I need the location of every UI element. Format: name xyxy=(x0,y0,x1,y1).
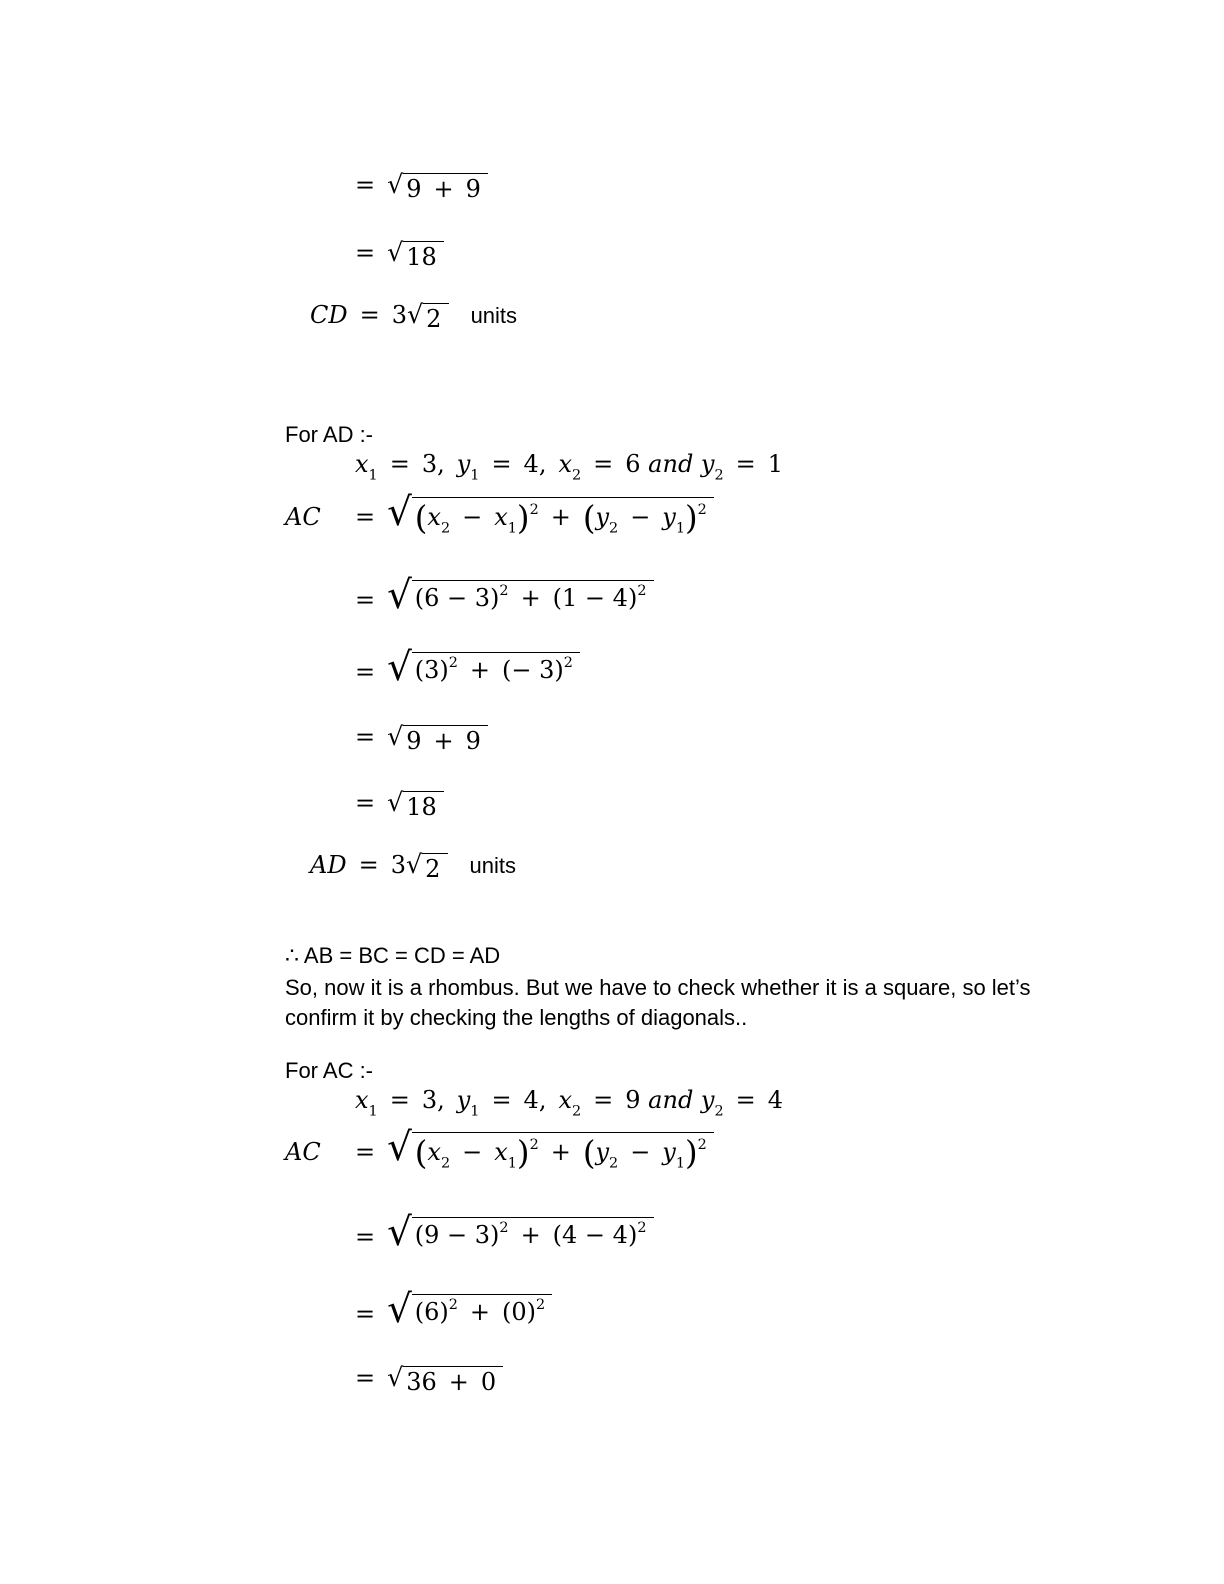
formula-label: AC xyxy=(285,1138,321,1166)
radicand xyxy=(412,580,654,611)
radical xyxy=(387,1287,552,1332)
math-token: 2 xyxy=(448,654,458,671)
math-token: = 3, xyxy=(377,450,457,478)
math-token: 2 xyxy=(637,1219,647,1236)
math-token: x xyxy=(558,450,572,478)
math-token: 18 xyxy=(406,792,437,821)
radical xyxy=(387,238,444,270)
math-token: 2 xyxy=(440,1155,451,1172)
math-token: = xyxy=(355,1364,388,1392)
math-token: − xyxy=(450,1137,495,1166)
math-token: units xyxy=(447,853,517,878)
math-token: 2 xyxy=(529,501,539,518)
radical xyxy=(387,788,444,820)
ad-given-values xyxy=(355,450,783,483)
radical xyxy=(387,645,580,690)
for-ad-heading: For AD :- xyxy=(285,422,374,447)
math-token: 1 xyxy=(368,1103,378,1120)
ad-calc-step-2 xyxy=(355,645,580,690)
math-token: = 1 xyxy=(723,450,784,478)
math-token: x xyxy=(558,1086,572,1114)
cd-result-line xyxy=(310,300,517,332)
math-token: 1 xyxy=(507,1155,517,1172)
math-token: = 3, xyxy=(377,1086,457,1114)
radical xyxy=(387,573,654,618)
math-token: 2 xyxy=(499,582,509,599)
math-token: 9 + 9 xyxy=(406,174,481,203)
math-token: + xyxy=(538,502,583,531)
math-token: − xyxy=(618,1137,663,1166)
math-token: 2 xyxy=(714,1103,724,1120)
math-token: (6 − 3) xyxy=(414,584,500,612)
math-token: = xyxy=(355,723,388,751)
ad-calc-step-1 xyxy=(355,573,654,618)
ac-given-values xyxy=(355,1086,783,1119)
ad-calc-step-3 xyxy=(355,722,488,754)
math-token: y xyxy=(456,450,471,478)
math-token: y xyxy=(456,1086,471,1114)
math-token: = xyxy=(355,503,388,531)
math-token: x xyxy=(355,450,369,478)
radical-sign-icon: √ xyxy=(387,1287,412,1332)
radical xyxy=(387,722,488,754)
radical-sign-icon: √ xyxy=(387,1125,412,1170)
math-token: 2 xyxy=(448,1296,458,1313)
radical-sign-icon: √ xyxy=(387,237,404,267)
radical-sign-icon: √ xyxy=(387,1210,412,1255)
math-token: ) xyxy=(516,498,530,537)
radical-sign-icon: √ xyxy=(387,787,404,817)
math-token: and y xyxy=(648,1086,715,1114)
ac-calc-step-3 xyxy=(355,1363,503,1395)
math-token: 2 xyxy=(697,1136,707,1153)
radical-sign-icon: √ xyxy=(387,645,412,690)
radical xyxy=(387,1125,714,1172)
radicand xyxy=(422,853,447,882)
radicand xyxy=(403,791,444,820)
math-token: ) xyxy=(685,498,698,537)
radical-sign-icon: √ xyxy=(387,169,404,199)
math-token: 2 xyxy=(529,1136,539,1153)
math-token: (9 − 3) xyxy=(414,1221,500,1249)
math-token: = 6 xyxy=(581,450,649,478)
math-token: (6) xyxy=(414,1298,449,1326)
ad-result-line xyxy=(310,850,516,882)
math-token: 2 xyxy=(609,1155,619,1172)
math-token: = xyxy=(355,789,388,817)
math-token: 9 + 9 xyxy=(406,726,481,755)
math-token: y xyxy=(595,502,610,531)
math-token: 36 + 0 xyxy=(406,1367,497,1396)
radicand xyxy=(412,1132,714,1171)
math-token: = xyxy=(355,1138,388,1166)
math-token: x xyxy=(494,502,508,531)
math-token: ( xyxy=(582,1133,596,1172)
radical-sign-icon: √ xyxy=(407,299,424,329)
radical-sign-icon: √ xyxy=(405,849,423,879)
math-token: CD xyxy=(310,301,348,329)
formula-expression xyxy=(355,490,714,537)
math-token: 2 xyxy=(572,467,582,484)
formula-label: AC xyxy=(285,503,321,531)
math-token: 2 xyxy=(426,304,442,333)
radical-sign-icon: √ xyxy=(387,721,404,751)
ad-formula-line xyxy=(285,490,714,537)
math-token: y xyxy=(662,502,676,531)
ac-formula-line xyxy=(285,1125,714,1172)
math-token: ( xyxy=(414,1133,428,1172)
radical xyxy=(387,1363,503,1395)
therefore-statement: ∴ AB = BC = CD = AD xyxy=(285,943,501,968)
math-token: = 3 xyxy=(346,851,406,879)
math-token: = xyxy=(355,658,388,686)
radicand xyxy=(412,1217,654,1248)
radical xyxy=(406,850,448,882)
math-token: = xyxy=(355,171,388,199)
math-token: and y xyxy=(648,450,715,478)
math-token: 2 xyxy=(425,854,441,883)
radical-sign-icon: √ xyxy=(387,573,412,618)
radical xyxy=(407,300,449,332)
math-token: ) xyxy=(516,1133,530,1172)
math-token: = xyxy=(355,239,388,267)
ac-calc-step-2 xyxy=(355,1287,552,1332)
math-token: + (− 3) xyxy=(457,656,564,684)
math-token: AD xyxy=(310,851,347,879)
math-token: 2 xyxy=(637,582,647,599)
math-token: + (0) xyxy=(457,1298,537,1326)
ad-calc-step-4 xyxy=(355,788,444,820)
math-token: 1 xyxy=(675,1155,686,1172)
math-token: 1 xyxy=(470,1103,480,1120)
math-token: − xyxy=(450,502,495,531)
math-token: ( xyxy=(582,498,596,537)
math-token: x xyxy=(494,1137,508,1166)
math-token: y xyxy=(595,1137,610,1166)
math-token: 2 xyxy=(609,520,619,537)
math-token: x xyxy=(427,1137,441,1166)
math-token: = xyxy=(355,586,388,614)
radical-sign-icon: √ xyxy=(387,490,412,535)
math-token: = xyxy=(355,1223,388,1251)
math-token: + (1 − 4) xyxy=(508,584,638,612)
math-token: + xyxy=(538,1137,583,1166)
radicand xyxy=(423,303,448,332)
math-token: + (4 − 4) xyxy=(508,1221,638,1249)
math-token: = 3 xyxy=(347,301,407,329)
math-token: − xyxy=(618,502,663,531)
math-token: 2 xyxy=(536,1296,546,1313)
math-token: = 4, xyxy=(479,1086,559,1114)
math-token: = 4 xyxy=(723,1086,784,1114)
radicand xyxy=(403,241,444,270)
radicand xyxy=(412,497,714,536)
math-token: = xyxy=(355,1300,388,1328)
math-token: (3) xyxy=(414,656,449,684)
math-token: 2 xyxy=(499,1219,509,1236)
math-token: y xyxy=(662,1137,676,1166)
formula-expression xyxy=(355,1125,714,1172)
math-token: ) xyxy=(685,1133,698,1172)
math-token: 2 xyxy=(714,467,724,484)
math-token: 2 xyxy=(563,654,573,671)
radical-sign-icon: √ xyxy=(387,1362,404,1392)
radicand xyxy=(412,652,580,683)
radicand xyxy=(403,1366,503,1395)
math-token: 2 xyxy=(440,520,451,537)
radical xyxy=(387,170,488,202)
math-token: = 4, xyxy=(479,450,559,478)
math-token: 1 xyxy=(507,520,517,537)
math-token: 1 xyxy=(368,467,378,484)
radicand xyxy=(403,173,488,202)
math-token: x xyxy=(355,1086,369,1114)
math-token: ( xyxy=(414,498,428,537)
radical xyxy=(387,490,714,537)
math-token: units xyxy=(448,303,518,328)
for-ac-heading: For AC :- xyxy=(285,1058,374,1083)
math-token: 2 xyxy=(697,501,707,518)
math-token: 18 xyxy=(406,242,437,271)
math-token: = 9 xyxy=(581,1086,649,1114)
radicand xyxy=(403,725,488,754)
math-token: 1 xyxy=(675,520,686,537)
math-token: 1 xyxy=(470,467,480,484)
math-token: 2 xyxy=(572,1103,582,1120)
ac-calc-step-1 xyxy=(355,1210,654,1255)
radical xyxy=(387,1210,654,1255)
math-token: x xyxy=(427,502,441,531)
radicand xyxy=(412,1294,552,1325)
cd-calc-step-sqrt-18 xyxy=(355,238,444,270)
explanation-paragraph: So, now it is a rhombus. But we have to check whether it is a square, so let’s confirm it by checking the lengths of diagonals.. xyxy=(285,975,1031,1030)
cd-calc-step-sqrt-9-plus-9 xyxy=(355,170,488,202)
